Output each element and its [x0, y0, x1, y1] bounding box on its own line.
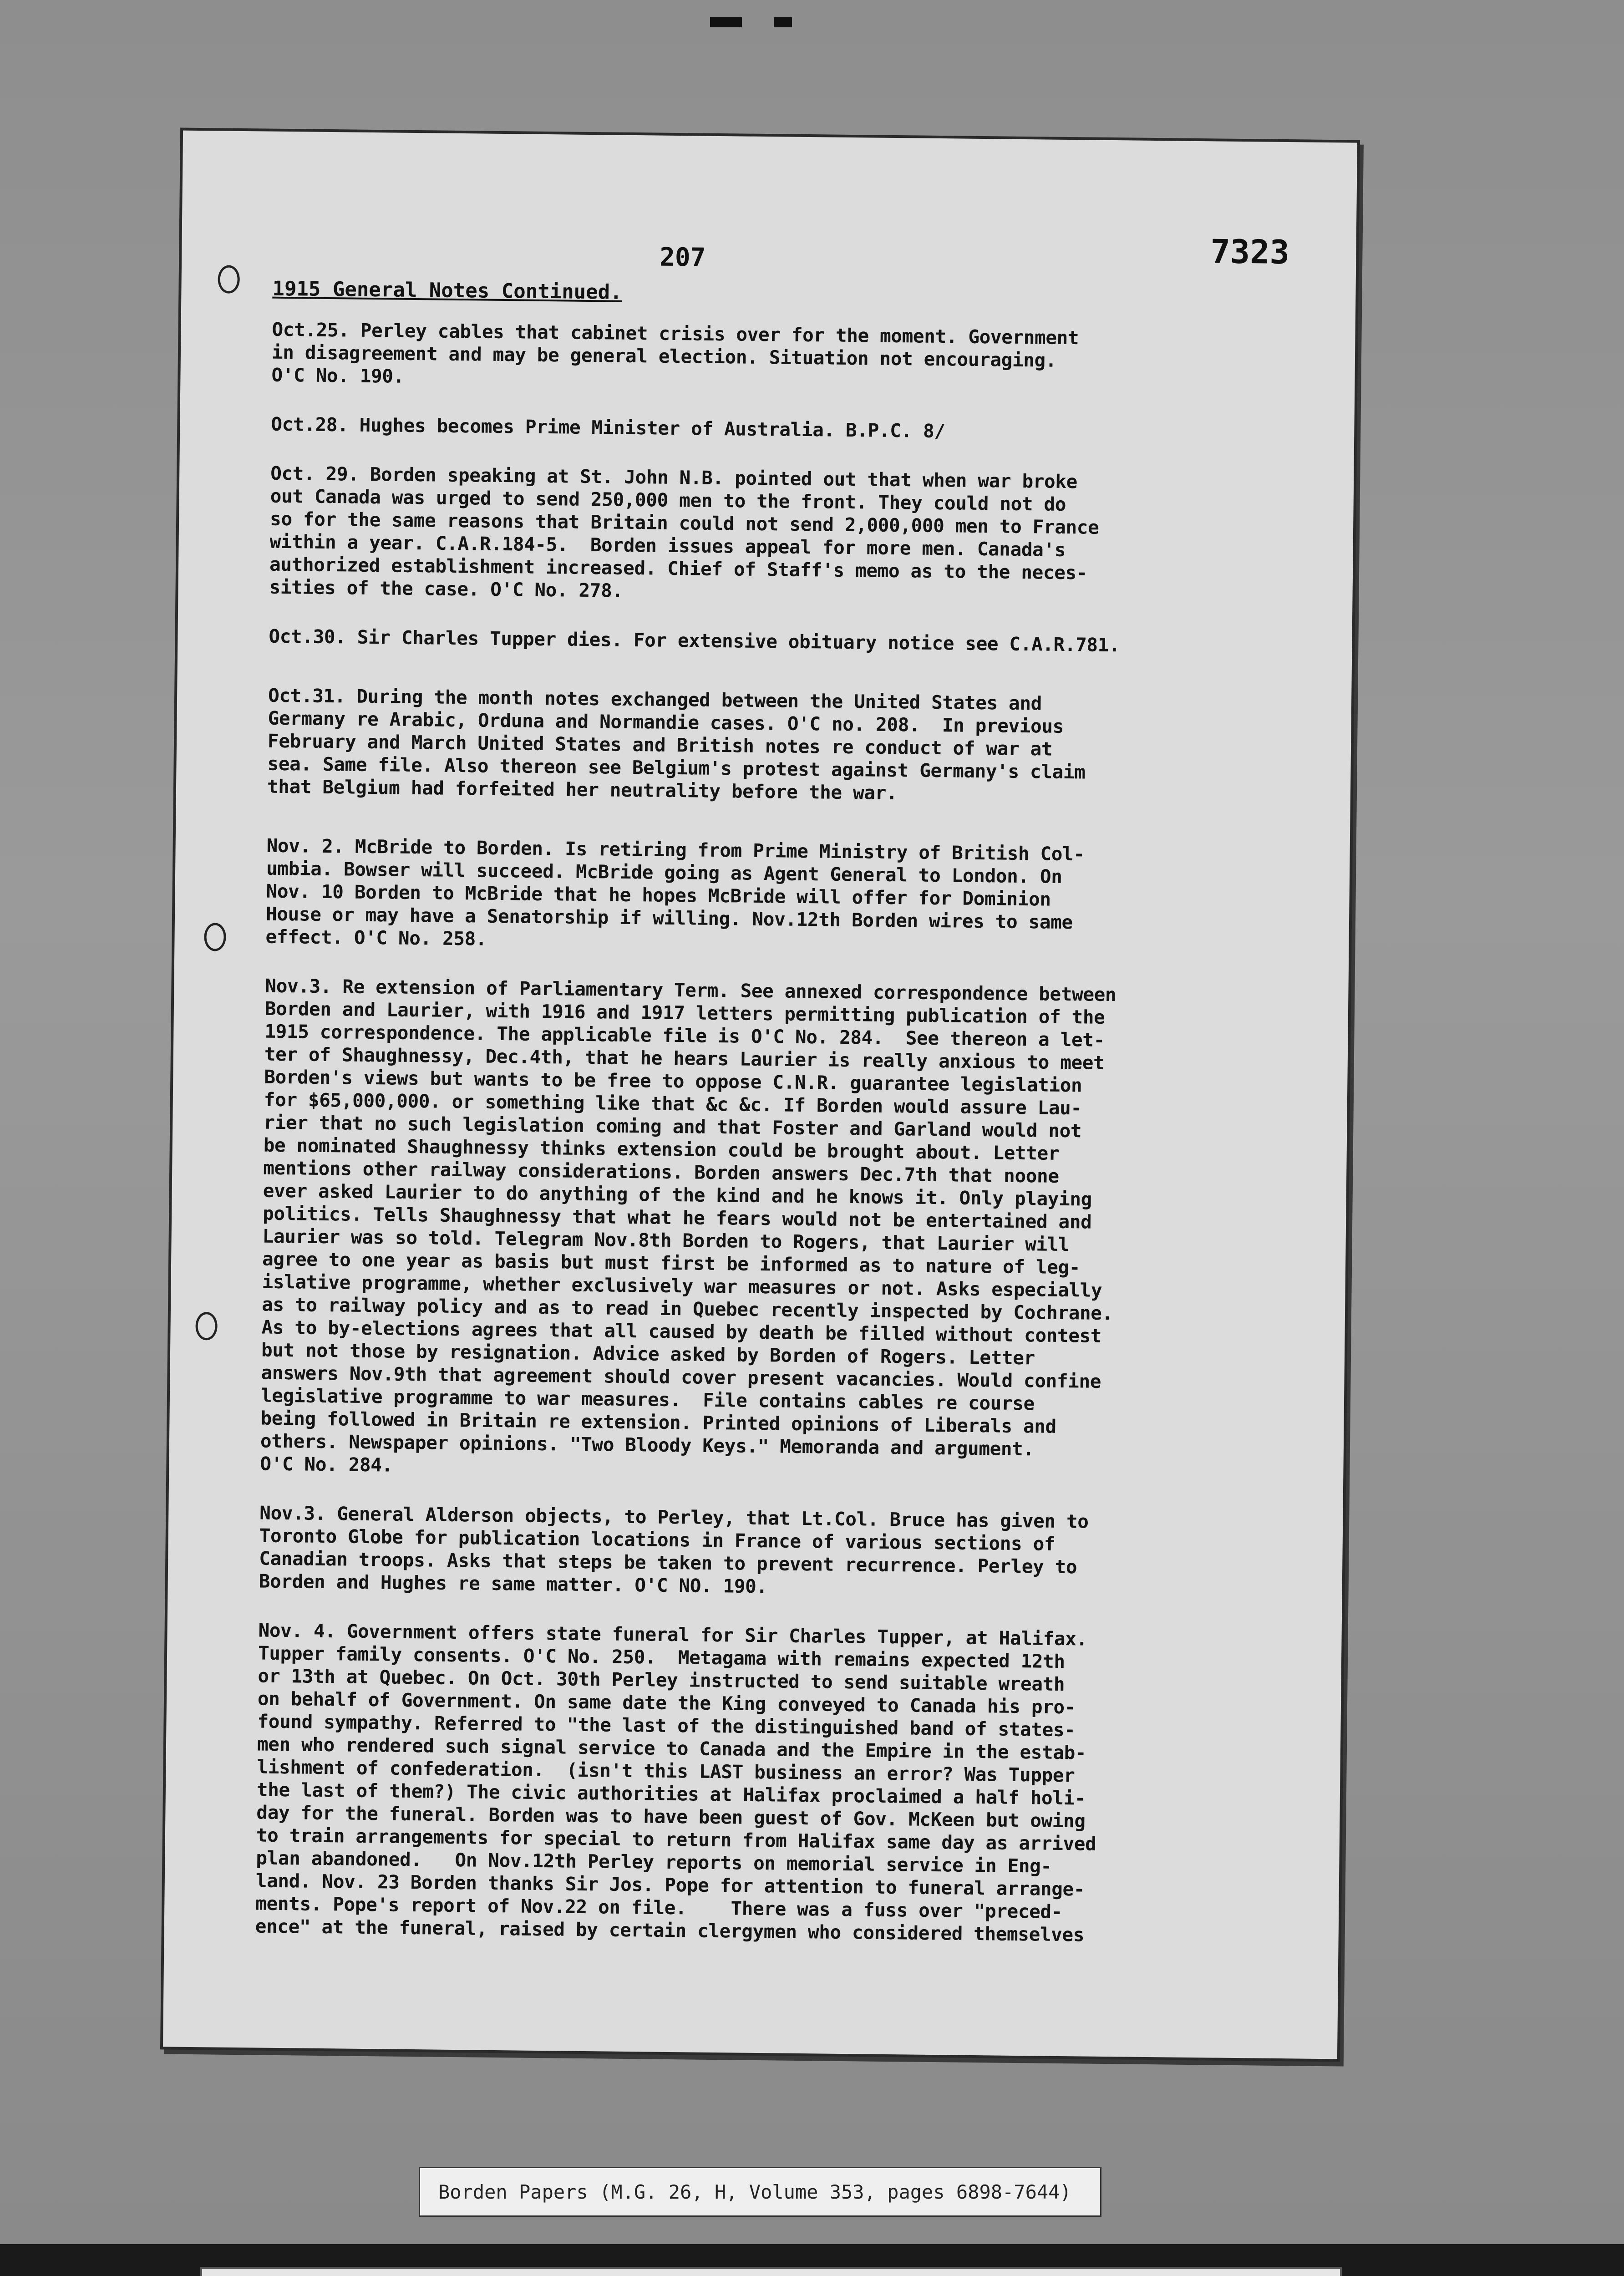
note-entry: Oct. 29. Borden speaking at St. John N.B. pointed out that when war broke out Canada was urged to send 250,000 men to the front. They could not do so for the same reasons that Britain could not send 2,000,000 men to France within a year. C.A.R.184-5. Borden issues appeal for more men. Canada's authorized establishment increased. Chief of Staff's memo as to the neces- sities of the case. O'C No. 278.: [269, 462, 1099, 602]
note-entry: Oct.30. Sir Charles Tupper dies. For extensive obituary notice see C.A.R.781.: [269, 625, 1120, 656]
notes-body: [255, 318, 1310, 1975]
note-entry: Oct.25. Perley cables that cabinet crisis over for the moment. Government in disagreement and may be general election. Situation not encouraging. O'C No. 190.: [271, 318, 1079, 387]
collection-label-text: Borden Papers (M.G. 26, H, Volume 353, pages 6898-7644): [438, 2180, 1071, 2203]
punch-hole: [195, 1312, 218, 1340]
film-edge-mark: [710, 17, 742, 27]
note-entry: Nov. 4. Government offers state funeral for Sir Charles Tupper, at Halifax. Tupper family consents. O'C No. 250. Metagama with remains expected 12th or 13th at Quebec. On Oct. 30th Perley instructed to send suitable wreath on behalf of Government. On same date the King conveyed to Canada his pro- found sympathy. Referred to "the last of the distinguished band of states- men who rendered such signal service to Canada and the Empire in the estab- lishment of confederation. (isn't this LAST business an error? Was Tupper the last of them?) The civic authorities at Halifax proclaimed a half holi- day for the funeral. Borden was to have been guest of Gov. McKeen but owing to train arrangements for special to return from Halifax same day as arrived plan abandoned. On Nov.12th Perley reports on memorial service in Eng- land. Nov. 23 Borden thanks Sir Jos. Pope for attention to funeral arrange- ments. Pope's report of Nov.22 on file. There was a fuss over "preced- ence" at the funeral, raised by certain clergymen who considered themselves: [255, 1619, 1096, 1946]
typed-page: [163, 131, 1357, 2059]
collection-label: [419, 2167, 1101, 2217]
page-number: 207: [659, 242, 706, 273]
note-entry: Nov.3. General Alderson objects, to Perley, that Lt.Col. Bruce has given to Toronto Globe for publication locations in France of various sections of Canadian troops. Asks that steps be taken to prevent recurrence. Perley to Borden and Hughes re same matter. O'C NO. 190.: [259, 1502, 1089, 1598]
section-heading: 1915 General Notes Continued.: [272, 277, 622, 304]
punch-hole: [204, 923, 226, 951]
note-entry: Oct.31. During the month notes exchanged between the United States and Germany re Arabic, Orduna and Normandie cases. O'C no. 208. In previous February and March United States and British notes re conduct of war at sea. Same file. Also thereon see Belgium's protest against Germany's claim that Belgium had forfeited her neutrality before the war.: [267, 684, 1086, 804]
note-entry: Nov.3. Re extension of Parliamentary Term. See annexed correspondence between Borden and Laurier, with 1916 and 1917 letters permitting publication of the 1915 correspondence. The applicable file is O'C No. 284. See thereon a let- ter of Shaughnessy, Dec.4th, that he hears Laurier is really anxious to meet Borden's views but wants to be free to oppose C.N.R. guarantee legislation for $65,000,000. or something like that &c &c. If Borden would assure Lau- rier that no such legislation coming and that Foster and Garland would not be nominated Shaughnessy thinks extension could be brought about. Letter mentions other railway considerations. Borden answers Dec.7th that noone ever asked Laurier to do anything of the kind and he knows it. Only playing politics. Tells Shaughnessy that what he fears would not be entertained and Laurier was so told. Telegram Nov.8th Borden to Rogers, that Laurier will agree to one year as basis but must first be informed as to nature of leg- islative programme, whether exclusively war measures or not. Asks especially as to railway policy and as to read in Quebec recently inspected by Cochrane. As to by-elections agrees that all caused by death be filled without contest but not those by resignation. Advice asked by Borden of Rogers. Letter answers Nov.9th that agreement should cover present vacancies. Would confine legislative programme to war measures. File contains cables re course being followed in Britain re extension. Printed opinions of Liberals and others. Newspaper opinions. "Two Bloody Keys." Memoranda and argument. O'C No. 284.: [260, 975, 1116, 1476]
archives-card: [200, 2267, 1342, 2276]
punch-hole: [218, 265, 240, 293]
note-entry: Oct.28. Hughes becomes Prime Minister of Australia. B.P.C. 8/: [271, 413, 945, 442]
film-edge-mark: [774, 17, 792, 27]
folio-number: 7323: [1210, 232, 1290, 272]
note-entry: Nov. 2. McBride to Borden. Is retiring from Prime Ministry of British Col- umbia. Bowser will succeed. McBride going as Agent General to London. On Nov. 10 Borden to McBride that he hopes McBride will offer for Dominion House or may have a Senatorship if willing. Nov.12th Borden wires to same effect. O'C No. 258.: [265, 834, 1085, 950]
